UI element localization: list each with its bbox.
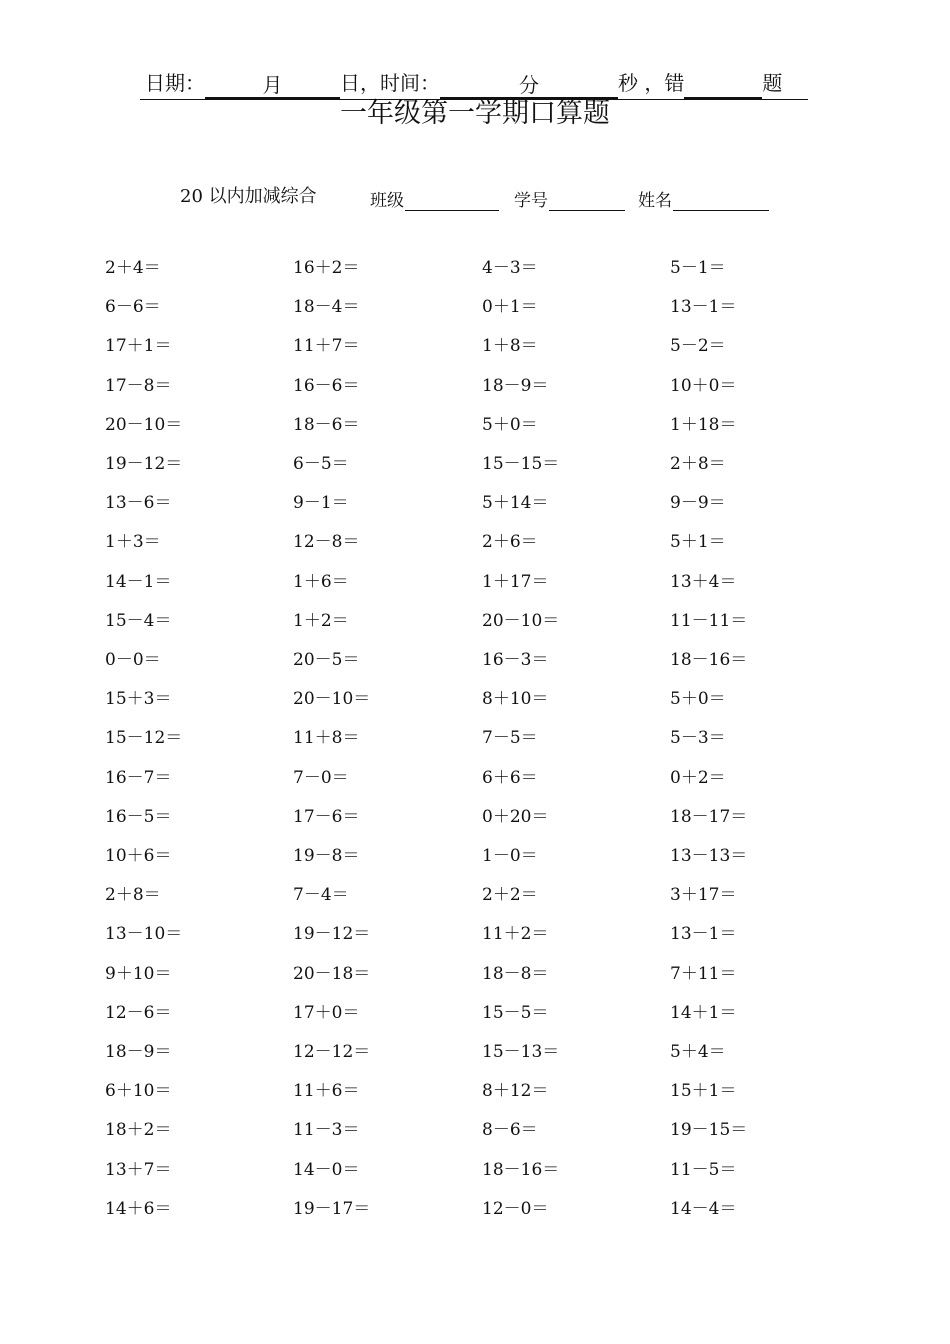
problem-item: 0＋20＝ xyxy=(482,806,549,827)
problem-row xyxy=(0,1152,950,1188)
problem-row xyxy=(0,838,950,874)
problem-item: 3＋17＝ xyxy=(670,885,737,906)
problem-item: 19－12＝ xyxy=(293,924,371,945)
problem-row xyxy=(0,407,950,443)
problem-row xyxy=(0,446,950,482)
problem-item: 8＋12＝ xyxy=(482,1081,549,1102)
problem-item: 11－11＝ xyxy=(670,610,748,631)
class-label: 班级 xyxy=(370,191,404,211)
problem-row xyxy=(0,720,950,756)
name-field[interactable] xyxy=(638,186,769,211)
problem-item: 7＋11＝ xyxy=(670,963,737,984)
question-label: 题 xyxy=(762,71,783,95)
problem-row xyxy=(0,485,950,521)
problem-item: 9－9＝ xyxy=(670,493,726,514)
problem-item: 19－17＝ xyxy=(293,1198,371,1219)
problem-item: 1＋3＝ xyxy=(105,532,161,553)
problem-item: 7－0＝ xyxy=(293,767,349,788)
problem-item: 16＋2＝ xyxy=(293,258,360,278)
problem-item: 19－8＝ xyxy=(293,846,360,866)
problem-item: 5－2＝ xyxy=(670,336,726,357)
problem-item: 5－1＝ xyxy=(670,258,726,278)
problem-item: 13＋7＝ xyxy=(105,1159,172,1180)
day-time-label: 日，时间： xyxy=(340,71,440,95)
problem-item: 5＋0＝ xyxy=(482,414,538,435)
problem-item: 9－1＝ xyxy=(293,493,349,514)
problem-row xyxy=(0,603,950,639)
problem-item: 8－6＝ xyxy=(482,1120,538,1141)
problem-item: 16－5＝ xyxy=(105,806,172,827)
problem-item: 5＋4＝ xyxy=(670,1042,726,1062)
problem-item: 5＋1＝ xyxy=(670,532,726,553)
problem-item: 5－3＝ xyxy=(670,728,726,749)
problem-item: 15－15＝ xyxy=(482,454,560,474)
problem-item: 18－8＝ xyxy=(482,963,549,984)
problem-item: 15－12＝ xyxy=(105,728,183,749)
problem-row xyxy=(0,995,950,1031)
problem-row xyxy=(0,1112,950,1148)
problem-item: 1＋18＝ xyxy=(670,414,737,435)
problem-item: 16－6＝ xyxy=(293,375,360,396)
problem-item: 20－10＝ xyxy=(293,689,371,710)
problem-row xyxy=(0,681,950,717)
problem-item: 18－9＝ xyxy=(482,375,549,396)
header-info-line xyxy=(145,64,782,96)
problem-item: 0＋2＝ xyxy=(670,767,726,788)
problem-row xyxy=(0,1034,950,1070)
problem-row xyxy=(0,368,950,404)
problem-item: 7－4＝ xyxy=(293,885,349,906)
problem-item: 13－1＝ xyxy=(670,297,737,318)
problem-item: 15＋3＝ xyxy=(105,689,172,710)
class-blank[interactable] xyxy=(405,192,499,211)
problem-item: 18－9＝ xyxy=(105,1042,172,1062)
problem-item: 11－3＝ xyxy=(293,1120,360,1141)
problem-item: 6＋6＝ xyxy=(482,767,538,788)
problem-item: 9＋10＝ xyxy=(105,963,172,984)
problem-item: 1＋2＝ xyxy=(293,610,349,631)
problem-row xyxy=(0,289,950,325)
minute-label: 分 xyxy=(519,73,539,97)
problem-item: 8＋10＝ xyxy=(482,689,549,710)
problem-item: 6－5＝ xyxy=(293,454,349,474)
problem-row xyxy=(0,524,950,560)
problem-item: 6＋10＝ xyxy=(105,1081,172,1102)
problem-item: 19－15＝ xyxy=(670,1120,748,1141)
problem-item: 14＋1＝ xyxy=(670,1002,737,1023)
problem-row xyxy=(0,799,950,835)
problem-row xyxy=(0,328,950,364)
problem-item: 13－6＝ xyxy=(105,493,172,514)
problem-row xyxy=(0,956,950,992)
number-field[interactable] xyxy=(514,186,625,211)
problem-item: 5＋0＝ xyxy=(670,689,726,710)
problem-item: 12－8＝ xyxy=(293,532,360,553)
problem-item: 17－8＝ xyxy=(105,375,172,396)
problem-item: 1＋17＝ xyxy=(482,571,549,592)
problem-item: 13－13＝ xyxy=(670,846,748,866)
problem-item: 2＋8＝ xyxy=(670,454,726,474)
problem-item: 10＋0＝ xyxy=(670,375,737,396)
problem-item: 18－4＝ xyxy=(293,297,360,318)
problem-item: 14＋6＝ xyxy=(105,1198,172,1219)
problem-item: 14－1＝ xyxy=(105,571,172,592)
problem-row xyxy=(0,642,950,678)
problem-item: 2＋6＝ xyxy=(482,532,538,553)
date-label: 日期： xyxy=(145,71,205,95)
problem-item: 20－18＝ xyxy=(293,963,371,984)
problem-item: 19－12＝ xyxy=(105,454,183,474)
problem-item: 0－0＝ xyxy=(105,650,161,670)
problem-item: 18－6＝ xyxy=(293,414,360,435)
problem-item: 14－4＝ xyxy=(670,1198,737,1219)
problem-item: 1＋6＝ xyxy=(293,571,349,592)
problem-item: 18－16＝ xyxy=(670,650,748,670)
problem-item: 15－5＝ xyxy=(482,1002,549,1023)
problem-item: 5＋14＝ xyxy=(482,493,549,514)
problem-row xyxy=(0,1191,950,1227)
problem-row xyxy=(0,1073,950,1109)
problem-item: 16－3＝ xyxy=(482,650,549,670)
problem-item: 6－6＝ xyxy=(105,297,161,318)
problem-row xyxy=(0,877,950,913)
problem-row xyxy=(0,760,950,796)
problem-item: 14－0＝ xyxy=(293,1159,360,1180)
problem-item: 15＋1＝ xyxy=(670,1081,737,1102)
problem-item: 11＋6＝ xyxy=(293,1081,360,1102)
number-blank[interactable] xyxy=(549,192,625,211)
problem-item: 13－10＝ xyxy=(105,924,183,945)
problem-item: 20－10＝ xyxy=(482,610,560,631)
problem-item: 17－6＝ xyxy=(293,806,360,827)
problem-item: 20－5＝ xyxy=(293,650,360,670)
second-wrong-label: 秒 ，错 xyxy=(618,71,685,95)
problem-item: 11－5＝ xyxy=(670,1159,737,1180)
problem-item: 13＋4＝ xyxy=(670,571,737,592)
problem-item: 12－6＝ xyxy=(105,1002,172,1023)
subheader xyxy=(0,180,950,210)
problem-row xyxy=(0,564,950,600)
problem-item: 11＋8＝ xyxy=(293,728,360,749)
problem-item: 7－5＝ xyxy=(482,728,538,749)
problem-item: 13－1＝ xyxy=(670,924,737,945)
problem-item: 11＋2＝ xyxy=(482,924,549,945)
name-label: 姓名 xyxy=(638,191,672,211)
name-blank[interactable] xyxy=(673,192,769,211)
problem-item: 18－17＝ xyxy=(670,806,748,827)
problem-item: 16－7＝ xyxy=(105,767,172,788)
problem-row xyxy=(0,250,950,286)
problem-item: 18－16＝ xyxy=(482,1159,560,1180)
problem-item: 15－4＝ xyxy=(105,610,172,631)
problem-item: 18＋2＝ xyxy=(105,1120,172,1141)
problem-item: 17＋1＝ xyxy=(105,336,172,357)
problem-item: 12－12＝ xyxy=(293,1042,371,1062)
class-field[interactable] xyxy=(370,186,499,211)
month-label: 月 xyxy=(262,73,283,97)
page-title: 一年级第一学期口算题 xyxy=(340,98,610,129)
problem-item: 20－10＝ xyxy=(105,414,183,435)
number-label: 学号 xyxy=(514,191,548,211)
problem-row xyxy=(0,916,950,952)
problem-item: 2＋2＝ xyxy=(482,885,538,906)
problem-item: 15－13＝ xyxy=(482,1042,560,1062)
problem-item: 1－0＝ xyxy=(482,846,538,866)
problem-item: 4－3＝ xyxy=(482,258,538,278)
problem-item: 0＋1＝ xyxy=(482,297,538,318)
problem-item: 17＋0＝ xyxy=(293,1002,360,1023)
problem-item: 10＋6＝ xyxy=(105,846,172,866)
problem-item: 12－0＝ xyxy=(482,1198,549,1219)
problem-item: 11＋7＝ xyxy=(293,336,360,357)
problem-item: 2＋8＝ xyxy=(105,885,161,906)
topic-label: 20 以内加减综合 xyxy=(180,186,317,207)
problem-item: 2＋4＝ xyxy=(105,258,161,278)
problem-item: 1＋8＝ xyxy=(482,336,538,357)
